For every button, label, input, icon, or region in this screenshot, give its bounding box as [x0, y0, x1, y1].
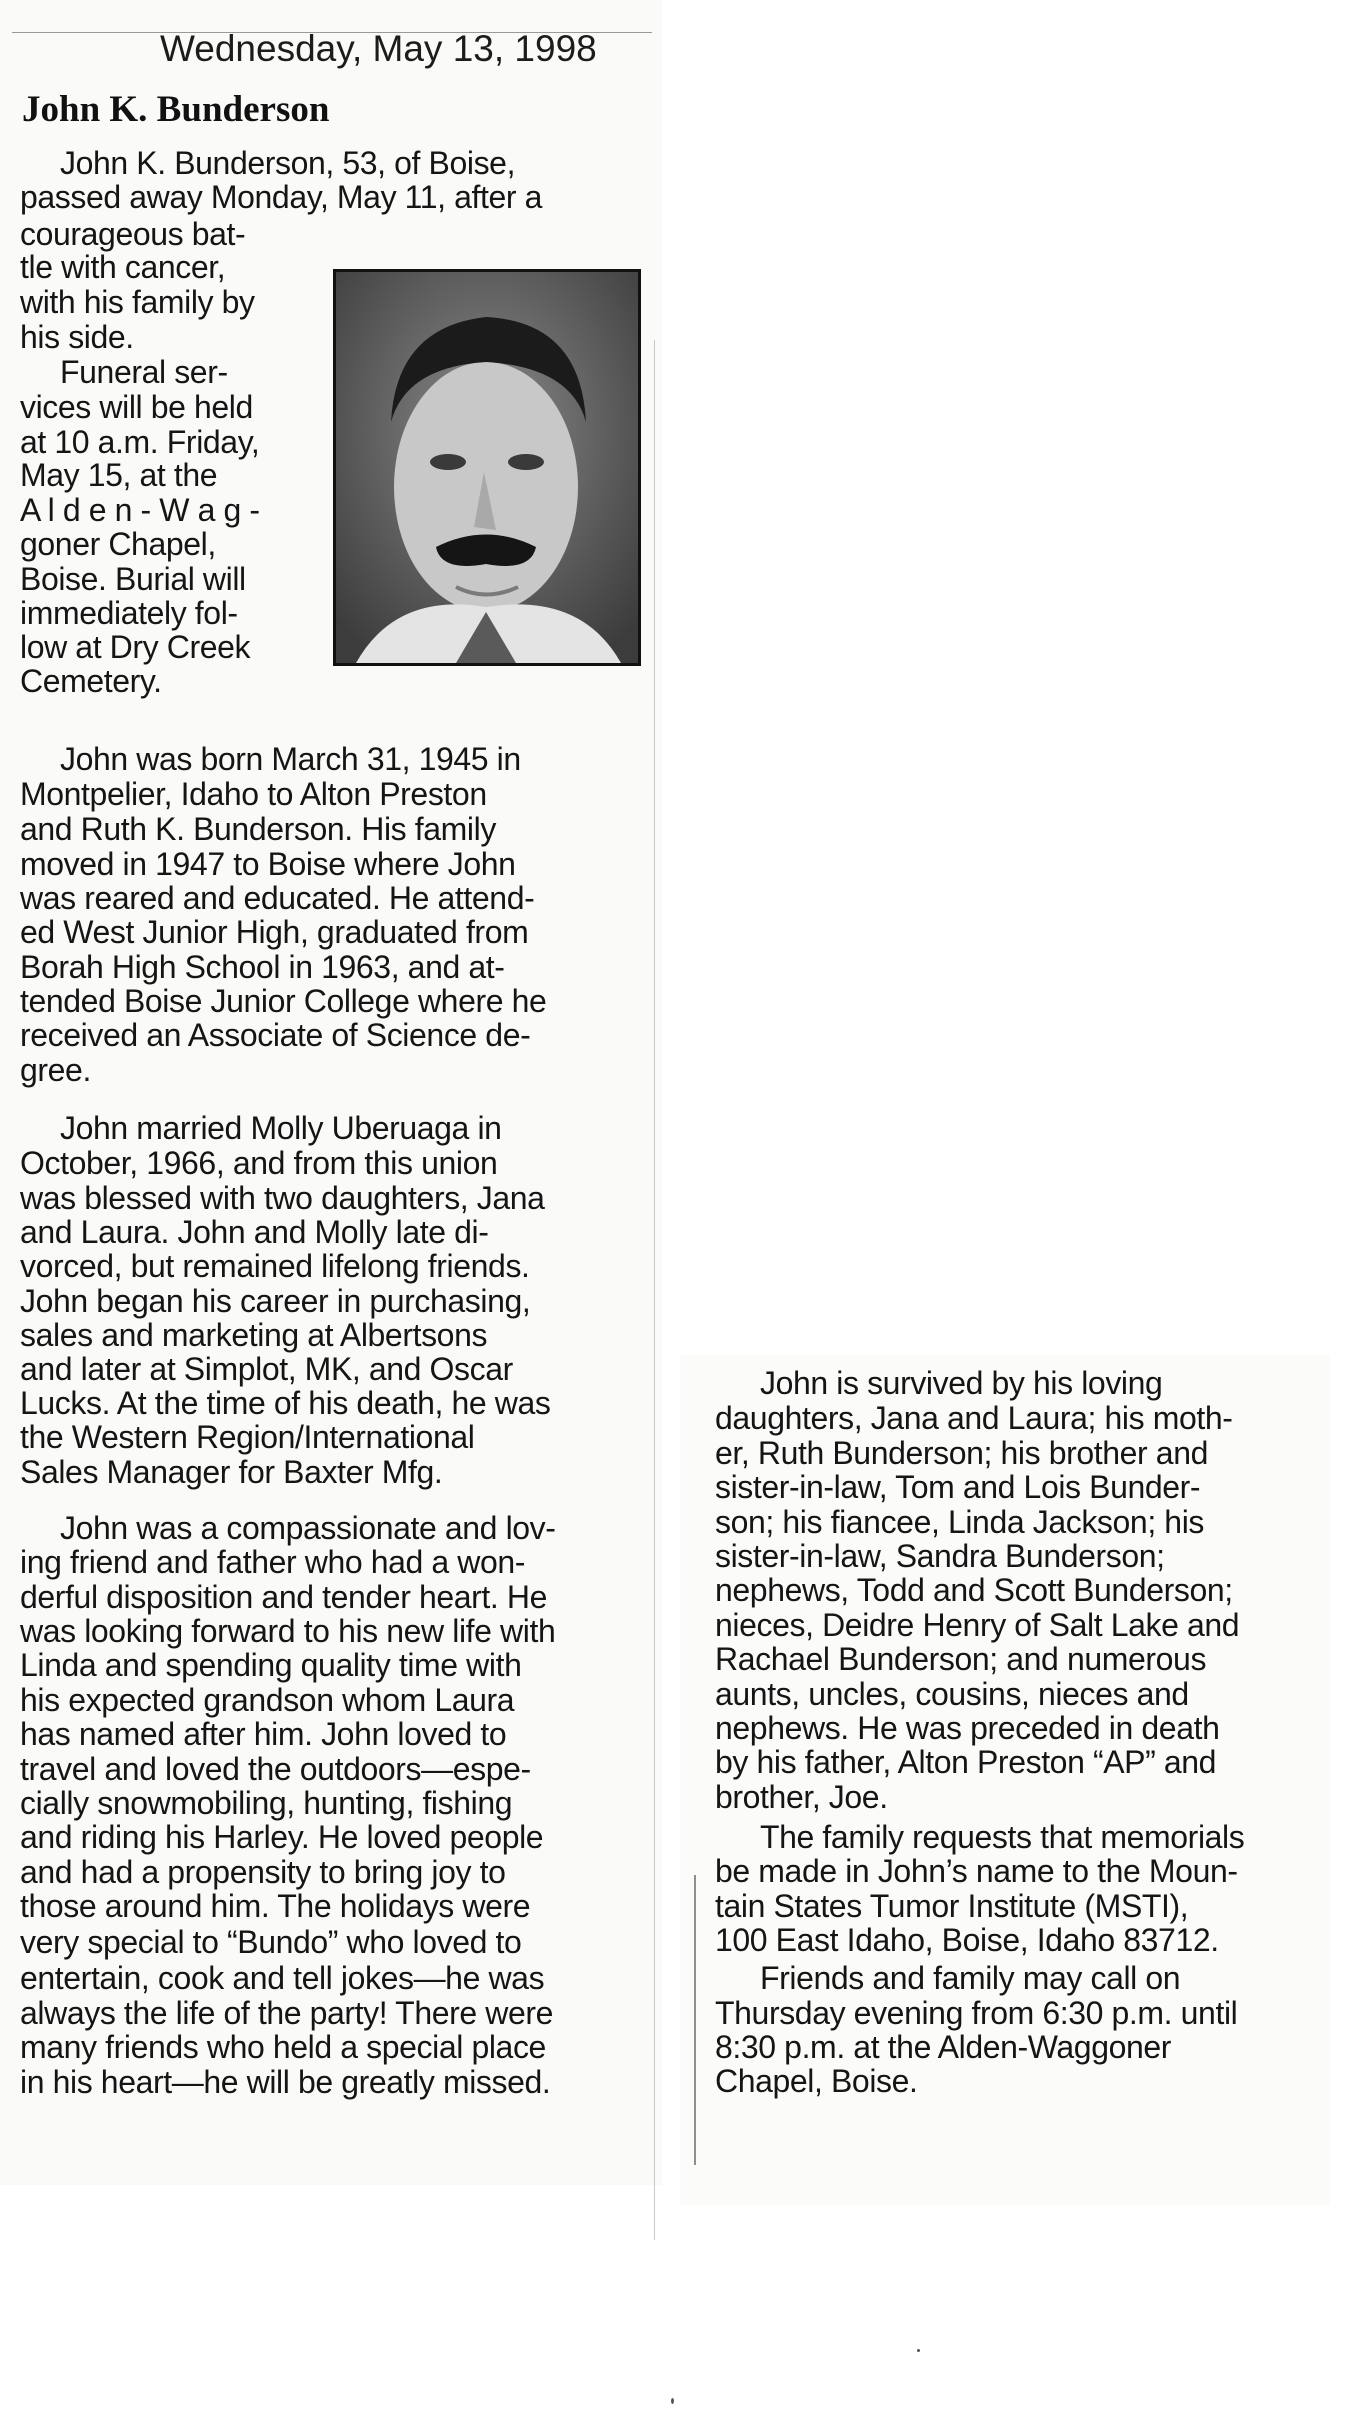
column2-line: sister-in-law, Tom and Lois Bunder-	[715, 1469, 1201, 1505]
column1-line: passed away Monday, May 11, after a	[20, 179, 542, 215]
column1-line: was looking forward to his new life with	[20, 1613, 556, 1649]
column2-line: John is survived by his loving	[760, 1365, 1163, 1401]
column2-line: sister-in-law, Sandra Bunderson;	[715, 1538, 1165, 1574]
column1-line: courageous bat-	[20, 216, 246, 252]
column1-line: cially snowmobiling, hunting, fishing	[20, 1785, 513, 1821]
column2-line: 8:30 p.m. at the Alden-Waggoner	[715, 2029, 1172, 2065]
column1-line: always the life of the party! There were	[20, 1995, 554, 2031]
column1-line: October, 1966, and from this union	[20, 1145, 498, 1181]
column2-line: er, Ruth Bunderson; his brother and	[715, 1435, 1208, 1471]
column1-line: Funeral ser-	[60, 354, 228, 390]
column1-line: and had a propensity to bring joy to	[20, 1854, 506, 1890]
speck	[671, 2398, 674, 2404]
column1-line: Borah High School in 1963, and at-	[20, 949, 505, 985]
column1-line: Sales Manager for Baxter Mfg.	[20, 1454, 443, 1490]
column1-line: at 10 a.m. Friday,	[20, 424, 260, 460]
column1-line: those around him. The holidays were	[20, 1888, 531, 1924]
column2-line: Thursday evening from 6:30 p.m. until	[715, 1995, 1238, 2031]
column2-line: nephews. He was preceded in death	[715, 1710, 1220, 1746]
column1-line: and later at Simplot, MK, and Oscar	[20, 1351, 513, 1387]
column2-line: be made in John’s name to the Moun-	[715, 1853, 1238, 1889]
column1-line: ed West Junior High, graduated from	[20, 914, 529, 950]
column1-line: his expected grandson whom Laura	[20, 1682, 515, 1718]
column2-line: Friends and family may call on	[760, 1960, 1181, 1996]
column2-line: aunts, uncles, cousins, nieces and	[715, 1676, 1189, 1712]
column1-line: very special to “Bundo” who loved to	[20, 1924, 522, 1960]
column1-line: John began his career in purchasing,	[20, 1283, 531, 1319]
column1-line: gree.	[20, 1052, 91, 1088]
column2-line: nephews, Todd and Scott Bunderson;	[715, 1572, 1233, 1608]
speck	[917, 2349, 920, 2352]
portrait-photo	[333, 269, 641, 666]
column2-line: tain States Tumor Institute (MSTI),	[715, 1888, 1189, 1924]
column1-line: has named after him. John loved to	[20, 1716, 507, 1752]
column1-line: and Ruth K. Bunderson. His family	[20, 811, 496, 847]
column1-line: in his heart—he will be greatly missed.	[20, 2064, 551, 2100]
column1-line: John was a compassionate and lov-	[60, 1510, 556, 1546]
column-divider	[654, 340, 655, 2240]
column1-line: and riding his Harley. He loved people	[20, 1819, 544, 1855]
column1-line: goner Chapel,	[20, 526, 216, 562]
column1-line: John K. Bunderson, 53, of Boise,	[60, 145, 516, 181]
column1-line: many friends who held a special place	[20, 2029, 546, 2065]
column1-line: tle with cancer,	[20, 249, 226, 285]
column2-line: by his father, Alton Preston “AP” and	[715, 1744, 1217, 1780]
column1-line: Montpelier, Idaho to Alton Preston	[20, 776, 487, 812]
column2-line: daughters, Jana and Laura; his moth-	[715, 1400, 1233, 1436]
column1-line: was blessed with two daughters, Jana	[20, 1180, 545, 1216]
column1-line: entertain, cook and tell jokes—he was	[20, 1960, 545, 1996]
column1-line: immediately fol-	[20, 595, 238, 631]
column1-line: with his family by	[20, 284, 255, 320]
column2-divider	[694, 1875, 696, 2165]
column2-line: Chapel, Boise.	[715, 2063, 918, 2099]
column1-line: vices will be held	[20, 389, 253, 425]
column1-line: Linda and spending quality time with	[20, 1647, 522, 1683]
column2-line: The family requests that memorials	[760, 1819, 1245, 1855]
dateline: Wednesday, May 13, 1998	[160, 28, 597, 69]
column1-line: the Western Region/International	[20, 1419, 475, 1455]
column1-line: ing friend and father who had a won-	[20, 1544, 526, 1580]
portrait-image	[336, 272, 638, 663]
column1-line: vorced, but remained lifelong friends.	[20, 1248, 530, 1284]
column2-line: 100 East Idaho, Boise, Idaho 83712.	[715, 1922, 1219, 1958]
column1-line: sales and marketing at Albertsons	[20, 1317, 488, 1353]
column1-line: and Laura. John and Molly late di-	[20, 1214, 489, 1250]
column1-line: May 15, at the	[20, 457, 218, 493]
column1-line: derful disposition and tender heart. He	[20, 1579, 547, 1615]
column1-line: low at Dry Creek	[20, 629, 251, 665]
column1-line: Cemetery.	[20, 663, 162, 699]
column1-line: moved in 1947 to Boise where John	[20, 846, 516, 882]
column1-line: John was born March 31, 1945 in	[60, 741, 521, 777]
column1-line: received an Associate of Science de-	[20, 1017, 531, 1053]
column2-line: son; his fiancee, Linda Jackson; his	[715, 1504, 1205, 1540]
column1-line: travel and loved the outdoors—espe-	[20, 1751, 531, 1787]
column1-line: was reared and educated. He attend-	[20, 880, 535, 916]
column1-line: Boise. Burial will	[20, 561, 246, 597]
column1-line: A l d e n - W a g -	[20, 492, 260, 528]
column1-line: his side.	[20, 319, 134, 355]
column1-line: John married Molly Uberuaga in	[60, 1110, 502, 1146]
column2-line: nieces, Deidre Henry of Salt Lake and	[715, 1607, 1240, 1643]
obituary-headline: John K. Bunderson	[22, 89, 330, 130]
column2-line: brother, Joe.	[715, 1779, 888, 1815]
column1-line: tended Boise Junior College where he	[20, 983, 547, 1019]
column2-line: Rachael Bunderson; and numerous	[715, 1641, 1207, 1677]
column1-line: Lucks. At the time of his death, he was	[20, 1385, 551, 1421]
